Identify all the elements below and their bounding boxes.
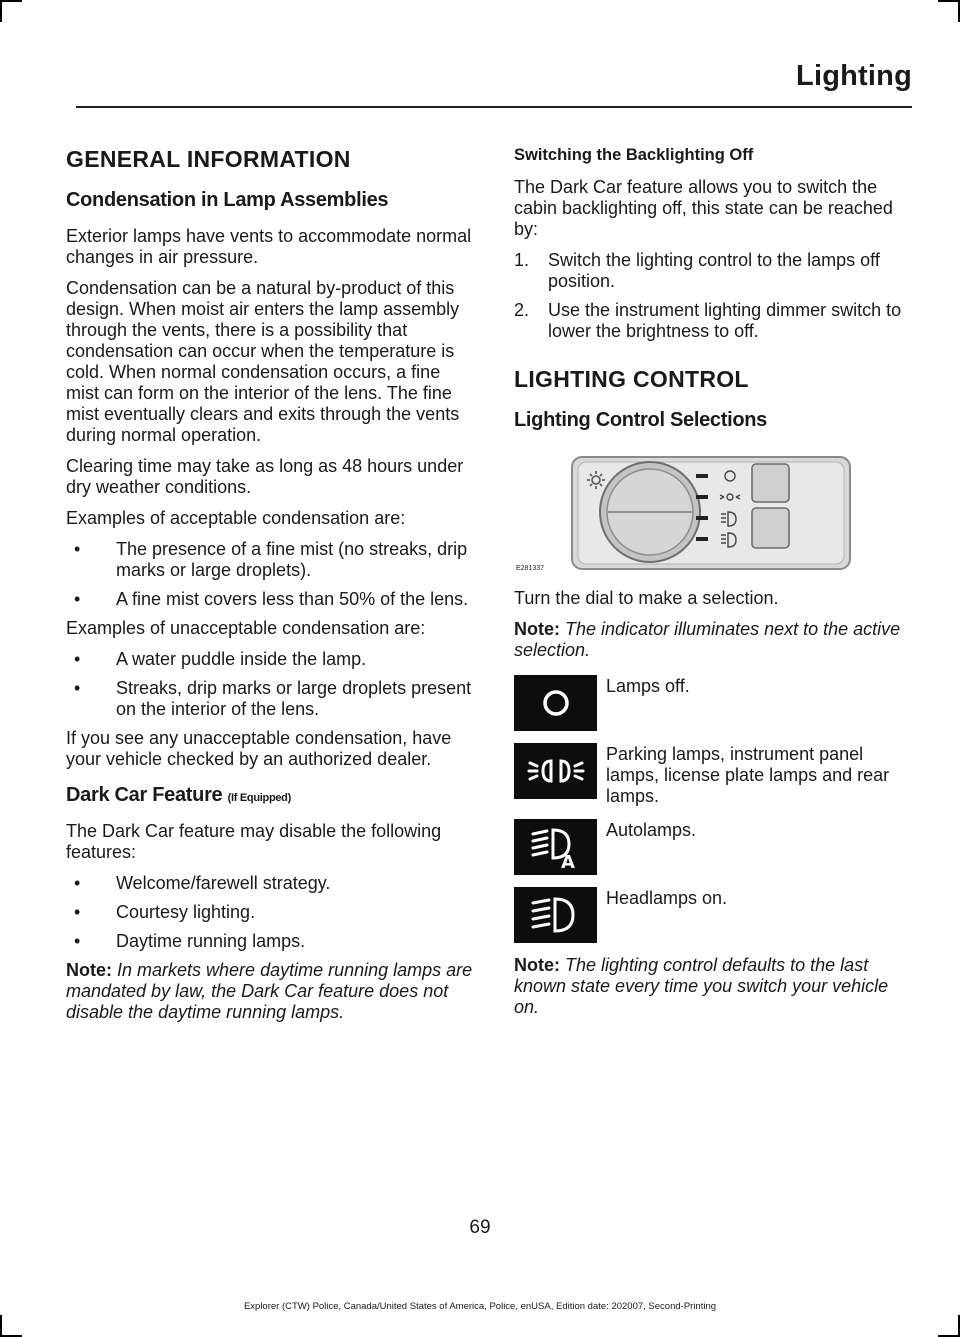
acceptable-list (66, 539, 478, 610)
step-item (514, 250, 910, 292)
svg-text:A: A (560, 852, 575, 872)
features-list (66, 873, 478, 952)
note-label: Note: (514, 955, 560, 975)
paragraph: Turn the dial to make a selection. (514, 588, 779, 608)
crop-mark (938, 0, 960, 2)
note (514, 619, 910, 661)
note-text: In markets where daytime running lamps are mandated by law, the Dark Car feature does not disable the daytime running lamps. (66, 960, 473, 1022)
header-divider (76, 106, 912, 108)
lighting-control-heading: LIGHTING CONTROL (514, 366, 749, 392)
headlamps-label: Headlamps on. (606, 888, 728, 908)
unacceptable-list (66, 649, 478, 720)
paragraph: The Dark Car feature allows you to switch the cabin backlighting off, this state can be reached by: (514, 177, 893, 239)
figure-id: E281337 (516, 565, 545, 572)
lamps-off-row (514, 675, 910, 731)
paragraph: Examples of acceptable condensation are: (66, 508, 406, 528)
note-label: Note: (66, 960, 112, 980)
paragraph: Condensation can be a natural by-product of this design. When moist air enters the lamp assembly through the vents, there is a possibility that condensation can occur when the temperature is cold. When normal condensation occurs, a fine mist can form on the interior of the lens. The fine mist eventually clears and exits through the vents during normal operation. (66, 278, 460, 445)
list-item: • Streaks, drip marks or large droplets present on the interior of the lens. (66, 678, 478, 720)
list-item: • Welcome/farewell strategy. (66, 873, 478, 894)
step-item (514, 300, 910, 342)
parking-lamps-icon (514, 743, 597, 799)
steps-list (514, 250, 910, 342)
backlighting-heading: Switching the Backlighting Off (514, 146, 754, 164)
note-text: The indicator illuminates next to the active selection. (514, 619, 901, 660)
list-item: • Courtesy lighting. (66, 902, 478, 923)
headlamps-icon (514, 887, 597, 943)
paragraph: Examples of unacceptable condensation are: (66, 618, 426, 638)
note-text: The lighting control defaults to the last known state every time you switch your vehicle on. (514, 955, 889, 1017)
list-item: • A water puddle inside the lamp. (66, 649, 478, 670)
lighting-control-figure (514, 450, 910, 578)
general-information-heading: GENERAL INFORMATION (66, 146, 351, 172)
right-column (514, 146, 910, 1028)
paragraph: If you see any unacceptable condensation, have your vehicle checked by an authorized dealer. (66, 728, 452, 769)
step-number: 2. (514, 300, 530, 320)
list-item: • A fine mist covers less than 50% of the lens. (66, 589, 478, 610)
dark-car-heading (66, 784, 478, 807)
autolamps-icon (514, 819, 597, 875)
step-number: 1. (514, 250, 530, 270)
list-item: • The presence of a fine mist (no streaks, drip marks or large droplets). (66, 539, 478, 581)
page-number: 69 (469, 1217, 491, 1238)
note-label: Note: (514, 619, 560, 639)
crop-mark (0, 0, 2, 22)
autolamps-label: Autolamps. (606, 820, 697, 840)
left-column (66, 146, 478, 1033)
note (66, 960, 478, 1023)
condensation-heading: Condensation in Lamp Assemblies (66, 189, 389, 211)
step-text: Use the instrument lighting dimmer switch to lower the brightness to off. (548, 300, 902, 341)
lamps-off-icon (514, 675, 597, 731)
paragraph: The Dark Car feature may disable the following features: (66, 821, 442, 862)
crop-mark (0, 1315, 2, 1337)
note (514, 955, 910, 1018)
headlamps-row (514, 887, 910, 943)
footer-text: Explorer (CTW) Police, Canada/United States of America, Police, enUSA, Edition date: 202007, Second-Printing (243, 1301, 717, 1312)
step-text: Switch the lighting control to the lamps off position. (548, 250, 880, 291)
autolamps-row (514, 819, 910, 875)
page-title: Lighting (796, 60, 912, 92)
if-equipped-tag: (If Equipped) (227, 792, 291, 804)
list-item: • Daytime running lamps. (66, 931, 478, 952)
parking-lamps-label: Parking lamps, instrument panel lamps, license plate lamps and rear lamps. (606, 744, 890, 806)
lighting-control-selections-heading: Lighting Control Selections (514, 409, 768, 431)
paragraph: Clearing time may take as long as 48 hours under dry weather conditions. (66, 456, 464, 497)
dark-car-heading-text: Dark Car Feature (66, 784, 223, 806)
paragraph: Exterior lamps have vents to accommodate normal changes in air pressure. (66, 226, 472, 267)
lamps-off-label: Lamps off. (606, 676, 690, 696)
parking-lamps-row (514, 743, 910, 807)
lighting-control-panel-illustration (514, 450, 910, 578)
crop-mark (0, 0, 22, 2)
